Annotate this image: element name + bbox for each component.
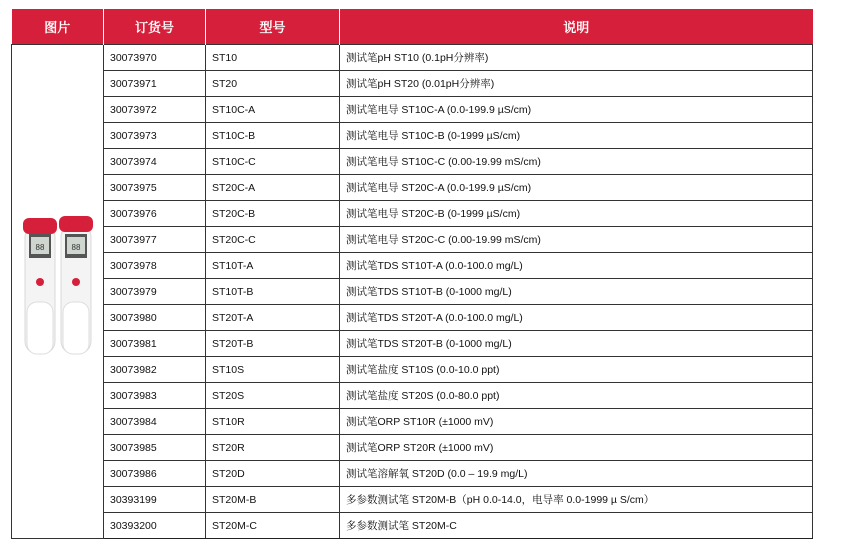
description-cell: 测试笔pH ST10 (0.1pH分辨率) [340,45,813,71]
product-image-cell [12,45,104,539]
header-description: 说明 [340,9,813,45]
model-cell: ST10R [206,409,340,435]
table-row [12,149,813,175]
order-number-cell: 30073984 [104,409,206,435]
order-number-cell: 30073975 [104,175,206,201]
order-number-cell: 30073985 [104,435,206,461]
description-cell: 测试笔pH ST20 (0.01pH分辨率) [340,71,813,97]
model-cell: ST10T-A [206,253,340,279]
description-cell: 测试笔电导 ST10C-A (0.0-199.9 µS/cm) [340,97,813,123]
order-number-cell: 30073981 [104,331,206,357]
table-row [12,357,813,383]
table-row [12,71,813,97]
table-row [12,305,813,331]
model-cell: ST20S [206,383,340,409]
header-model: 型号 [206,9,340,45]
order-number-cell: 30073974 [104,149,206,175]
order-number-cell: 30393199 [104,487,206,513]
model-cell: ST20D [206,461,340,487]
model-cell: ST20C-B [206,201,340,227]
order-number-cell: 30073980 [104,305,206,331]
description-cell: 多参数测试笔 ST20M-B（pH 0.0-14.0，电导率 0.0-1999 µ S/cm） [340,487,813,513]
order-number-cell: 30073986 [104,461,206,487]
model-cell: ST10C-A [206,97,340,123]
model-cell: ST20M-C [206,513,340,539]
table-row [12,227,813,253]
description-cell: 测试笔电导 ST10C-B (0-1999 µS/cm) [340,123,813,149]
model-cell: ST10S [206,357,340,383]
order-number-cell: 30073976 [104,201,206,227]
table-row [12,383,813,409]
table-row [12,409,813,435]
table-row [12,123,813,149]
description-cell: 测试笔盐度 ST10S (0.0-10.0 ppt) [340,357,813,383]
table-row [12,487,813,513]
order-number-cell: 30073977 [104,227,206,253]
svg-text:88: 88 [35,243,44,252]
description-cell: 测试笔溶解氧 ST20D (0.0 – 19.9 mg/L) [340,461,813,487]
model-cell: ST20C-C [206,227,340,253]
table-row [12,97,813,123]
svg-text:88: 88 [71,243,80,252]
product-table [11,9,813,539]
model-cell: ST20 [206,71,340,97]
model-cell: ST10 [206,45,340,71]
description-cell: 测试笔TDS ST20T-A (0.0-100.0 mg/L) [340,305,813,331]
table-row [12,45,813,71]
description-cell: 测试笔ORP ST10R (±1000 mV) [340,409,813,435]
table-row [12,331,813,357]
order-number-cell: 30073982 [104,357,206,383]
model-cell: ST20T-B [206,331,340,357]
order-number-cell: 30073970 [104,45,206,71]
header-image: 图片 [12,9,104,45]
description-cell: 测试笔电导 ST20C-B (0-1999 µS/cm) [340,201,813,227]
table-row [12,461,813,487]
table-row [12,435,813,461]
table-header-row [12,9,813,45]
order-number-cell: 30073972 [104,97,206,123]
model-cell: ST20C-A [206,175,340,201]
description-cell: 测试笔TDS ST10T-B (0-1000 mg/L) [340,279,813,305]
order-number-cell: 30073979 [104,279,206,305]
description-cell: 测试笔TDS ST20T-B (0-1000 mg/L) [340,331,813,357]
description-cell: 测试笔电导 ST20C-A (0.0-199.9 µS/cm) [340,175,813,201]
description-cell: 多参数测试笔 ST20M-C [340,513,813,539]
description-cell: 测试笔盐度 ST20S (0.0-80.0 ppt) [340,383,813,409]
table-row [12,513,813,539]
model-cell: ST20M-B [206,487,340,513]
order-number-cell: 30073973 [104,123,206,149]
pen-testers-image [17,210,99,370]
order-number-cell: 30073971 [104,71,206,97]
header-order-number: 订货号 [104,9,206,45]
order-number-cell: 30393200 [104,513,206,539]
order-number-cell: 30073978 [104,253,206,279]
description-cell: 测试笔ORP ST20R (±1000 mV) [340,435,813,461]
model-cell: ST10T-B [206,279,340,305]
table-row [12,279,813,305]
order-number-cell: 30073983 [104,383,206,409]
description-cell: 测试笔TDS ST10T-A (0.0-100.0 mg/L) [340,253,813,279]
model-cell: ST10C-B [206,123,340,149]
table-row [12,253,813,279]
description-cell: 测试笔电导 ST10C-C (0.00-19.99 mS/cm) [340,149,813,175]
table-row [12,201,813,227]
model-cell: ST20T-A [206,305,340,331]
description-cell: 测试笔电导 ST20C-C (0.00-19.99 mS/cm) [340,227,813,253]
model-cell: ST10C-C [206,149,340,175]
model-cell: ST20R [206,435,340,461]
table-row [12,175,813,201]
